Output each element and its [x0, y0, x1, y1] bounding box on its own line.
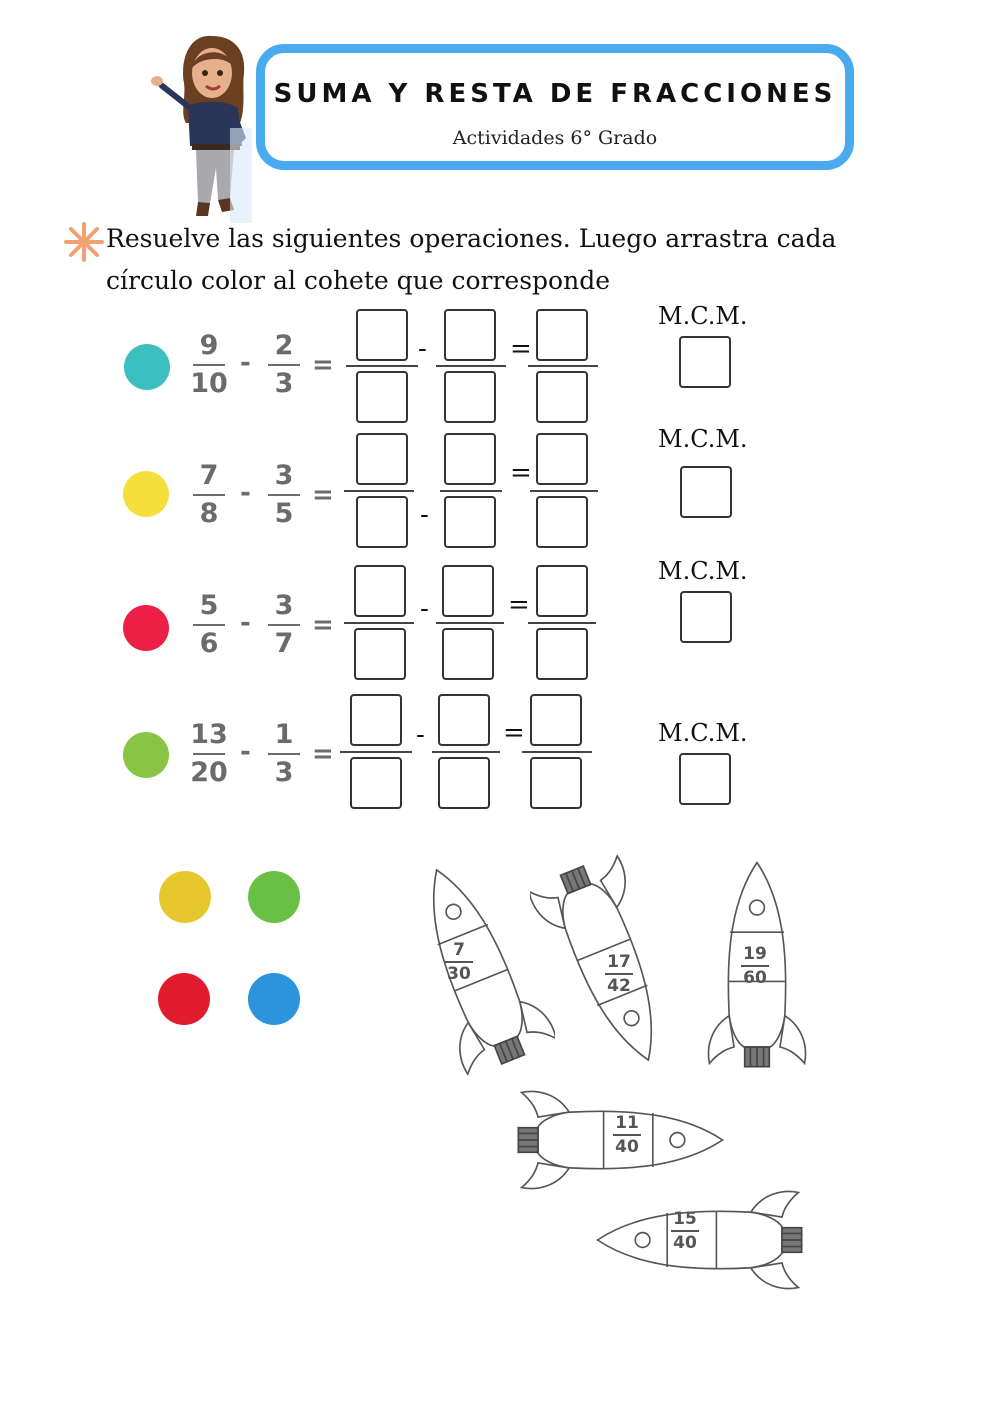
exercise-3-box-num-2[interactable]: [442, 565, 494, 617]
exercise-1-bar-2: [436, 365, 506, 367]
exercise-2-box-den-1[interactable]: [356, 496, 408, 548]
exercise-3-box-num-3[interactable]: [536, 565, 588, 617]
exercise-3-mcm-box[interactable]: [680, 591, 732, 643]
exercise-3-mcm-label: M.C.M.: [658, 557, 748, 585]
exercise-3-bar-2: [436, 622, 504, 624]
exercise-2-box-den-2[interactable]: [444, 496, 496, 548]
exercise-1-minus: -: [240, 348, 251, 378]
exercise-3-equals: =: [312, 610, 334, 640]
exercise-3-box-den-1[interactable]: [354, 628, 406, 680]
exercise-1-box-num-2[interactable]: [444, 309, 496, 361]
rocket-2-fraction: 17 42: [599, 952, 639, 996]
exercise-4-bar-3: [522, 751, 592, 753]
drag-circle-blue[interactable]: [248, 973, 300, 1025]
exercise-1-bar-1: [346, 365, 418, 367]
exercise-3-box-den-3[interactable]: [536, 628, 588, 680]
exercise-2-box-num-1[interactable]: [356, 433, 408, 485]
exercise-1-color-dot: [124, 344, 170, 390]
exercise-4-box-den-3[interactable]: [530, 757, 582, 809]
exercise-1-mcm-box[interactable]: [679, 336, 731, 388]
exercise-4-minus-2: -: [416, 720, 425, 750]
exercise-4-mcm-box[interactable]: [679, 753, 731, 805]
exercise-2-mcm-label: M.C.M.: [658, 425, 748, 453]
exercise-2-color-dot: [123, 471, 169, 517]
drag-circle-green[interactable]: [248, 871, 300, 923]
exercise-3-fraction-a: 5 6: [189, 590, 229, 660]
exercise-1-equals-2: =: [510, 334, 532, 364]
exercise-4-bar-2: [432, 751, 500, 753]
instructions-text: Resuelve las siguientes operaciones. Luego arrastra cada círculo color al cohete que corresponde: [106, 224, 837, 295]
exercise-1-minus-2: -: [418, 334, 427, 364]
exercise-4-minus: -: [240, 737, 251, 767]
exercise-3-fraction-b: 3 7: [264, 590, 304, 660]
exercise-4-box-den-1[interactable]: [350, 757, 402, 809]
page-title: SUMA Y RESTA DE FRACCIONES: [273, 79, 837, 109]
exercise-2-equals-2: =: [510, 458, 532, 488]
exercise-1-box-num-1[interactable]: [356, 309, 408, 361]
exercise-1-box-den-1[interactable]: [356, 371, 408, 423]
rocket-4-fraction: 11 40: [607, 1113, 647, 1157]
page-subtitle: Actividades 6° Grado: [452, 127, 658, 149]
exercise-4-equals-2: =: [503, 718, 525, 748]
exercise-1-equals: =: [312, 350, 334, 380]
exercise-4-fraction-a: 13 20: [190, 719, 228, 788]
exercise-2-bar-2: [440, 490, 502, 492]
exercise-2-fraction-b: 3 5: [264, 460, 304, 530]
rocket-1-fraction: 7 30: [439, 940, 479, 984]
exercise-2-minus-2: -: [420, 500, 429, 530]
exercise-1-bar-3: [528, 365, 598, 367]
exercise-3-equals-2: =: [508, 590, 530, 620]
exercise-1-box-den-2[interactable]: [444, 371, 496, 423]
exercise-1-fraction-b: 2 3: [264, 330, 304, 400]
exercise-4-bar-1: [340, 751, 412, 753]
exercise-2-box-den-3[interactable]: [536, 496, 588, 548]
exercise-3-bar-3: [528, 622, 596, 624]
exercise-3-bar-1: [344, 622, 414, 624]
rocket-3-fraction: 19 60: [735, 944, 775, 988]
exercise-4-equals: =: [312, 739, 334, 769]
exercise-2-bar-1: [344, 490, 414, 492]
exercise-2-mcm-box[interactable]: [680, 466, 732, 518]
exercise-3-box-den-2[interactable]: [442, 628, 494, 680]
exercise-4-box-num-3[interactable]: [530, 694, 582, 746]
exercise-4-mcm-label: M.C.M.: [658, 719, 748, 747]
exercise-2-minus: -: [240, 478, 251, 508]
drag-circle-yellow[interactable]: [159, 871, 211, 923]
exercise-3-box-num-1[interactable]: [354, 565, 406, 617]
exercise-1-box-num-3[interactable]: [536, 309, 588, 361]
exercise-2-fraction-a: 7 8: [189, 460, 229, 530]
exercise-4-box-den-2[interactable]: [438, 757, 490, 809]
exercise-2-bar-3: [530, 490, 598, 492]
exercise-4-box-num-1[interactable]: [350, 694, 402, 746]
exercise-4-fraction-b: 1 3: [264, 719, 304, 789]
drag-circle-red[interactable]: [158, 973, 210, 1025]
asterisk-icon: [64, 222, 104, 262]
exercise-1-fraction-a: 9 10: [190, 330, 228, 399]
exercise-1-mcm-label: M.C.M.: [658, 302, 748, 330]
exercise-3-color-dot: [123, 605, 169, 651]
exercise-2-box-num-3[interactable]: [536, 433, 588, 485]
exercise-2-box-num-2[interactable]: [444, 433, 496, 485]
rocket-5-fraction: 15 40: [665, 1209, 705, 1253]
exercise-4-color-dot: [123, 732, 169, 778]
exercise-4-box-num-2[interactable]: [438, 694, 490, 746]
exercise-1-box-den-3[interactable]: [536, 371, 588, 423]
exercise-2-equals: =: [312, 480, 334, 510]
exercise-3-minus-2: -: [420, 594, 429, 624]
exercise-3-minus: -: [240, 608, 251, 638]
teacher-avatar: [150, 28, 270, 223]
header-box: [256, 44, 854, 170]
